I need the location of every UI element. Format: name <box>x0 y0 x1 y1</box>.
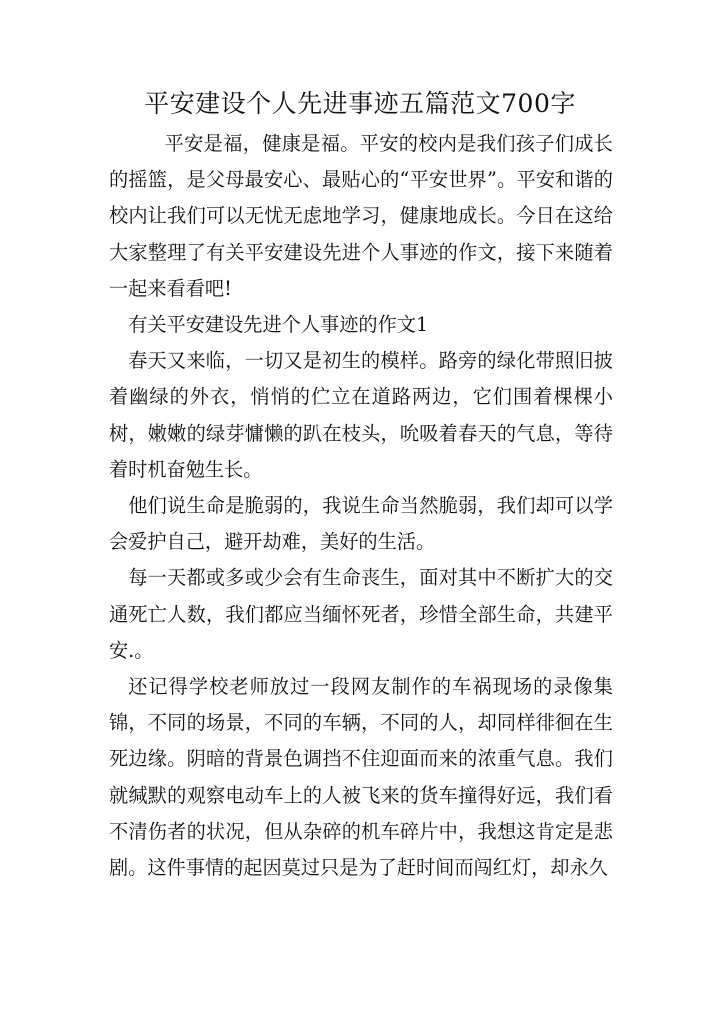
body-paragraph-traffic: 每一天都或多或少会有生命丧生，面对其中不断扩大的交通死亡人数，我们都应当缅怀死者，珍惜全部生命，共建平安.。 <box>109 566 613 662</box>
body-paragraph-video: 还记得学校老师放过一段网友制作的车祸现场的录像集锦，不同的场景，不同的车辆，不同的人，却同样徘徊在生死边缘。阴暗的背景色调挡不住迎面而来的浓重气息。我们就缄默的观察电动车上的人被飞来的货车撞得好远，我们看不清伤者的状况，但从杂碎的机车碎片中，我想这肯定是悲剧。这件事情的起因莫过只是为了赶时间而闯红灯，却永久 <box>109 675 613 880</box>
body-paragraph-spring: 春天又来临，一切又是初生的模样。路旁的绿化带照旧披着幽绿的外衣，悄悄的伫立在道路两边，它们围着棵棵小树，嫩嫩的绿芽慵懒的趴在枝头，吮吸着春天的气息，等待着时机奋勉生长。 <box>109 349 613 481</box>
section-heading: 有关平安建设先进个人事迹的作文1 <box>128 313 429 337</box>
body-paragraph-life: 他们说生命是脆弱的，我说生命当然脆弱，我们却可以学会爱护自己，避开劫难，美好的生活。 <box>109 494 613 554</box>
document-title: 平安建设个人先进事迹五篇范文700字 <box>144 89 576 118</box>
document-body <box>109 126 613 886</box>
intro-paragraph: 平安是福，健康是福。平安的校内是我们孩子们成长的摇篮，是父母最安心、最贴心的“平安世界”。平安和谐的校内让我们可以无忧无虑地学习，健康地成长。今日在这给大家整理了有关平安建设先进个人事迹的作文，接下来随着一起来看看吧! <box>109 132 613 300</box>
